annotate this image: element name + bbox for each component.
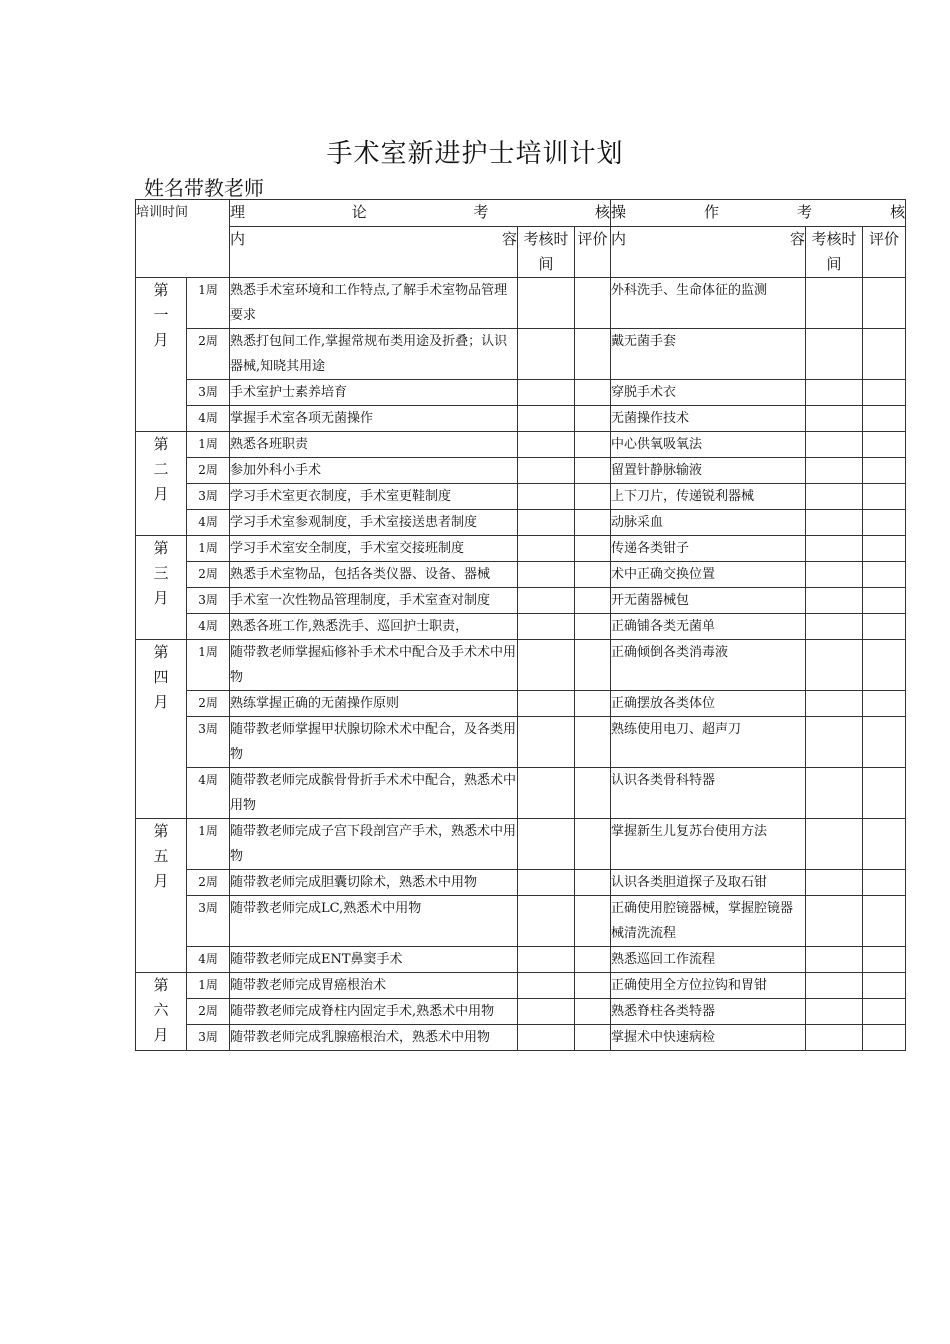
week-label: 4周 xyxy=(187,510,230,536)
theory-exam-time xyxy=(518,999,575,1025)
theory-content: 熟悉各班工作,熟悉洗手、巡回护士职责， xyxy=(230,614,518,640)
week-label: 1周 xyxy=(187,973,230,999)
theory-exam-time xyxy=(518,380,575,406)
theory-exam-time xyxy=(518,870,575,896)
theory-evaluation xyxy=(575,329,611,380)
operation-evaluation xyxy=(863,640,906,691)
theory-exam-time xyxy=(518,406,575,432)
operation-exam-time xyxy=(806,640,863,691)
operation-exam-time xyxy=(806,329,863,380)
theory-exam-time xyxy=(518,278,575,329)
theory-exam-time xyxy=(518,562,575,588)
month-label-text: 第三月 xyxy=(153,539,169,607)
theory-evaluation xyxy=(575,870,611,896)
table-row xyxy=(136,819,906,870)
theory-evaluation xyxy=(575,947,611,973)
operation-content: 熟练使用电刀、超声刀 xyxy=(611,717,806,768)
theory-content: 随带教老师完成胃癌根治术 xyxy=(230,973,518,999)
operation-evaluation xyxy=(863,973,906,999)
operation-content: 熟悉脊柱各类特器 xyxy=(611,999,806,1025)
table-row xyxy=(136,640,906,691)
week-label: 4周 xyxy=(187,947,230,973)
operation-content: 穿脱手术衣 xyxy=(611,380,806,406)
operation-evaluation xyxy=(863,1025,906,1051)
operation-content: 无菌操作技术 xyxy=(611,406,806,432)
table-row xyxy=(136,768,906,819)
operation-exam-time xyxy=(806,458,863,484)
week-label: 2周 xyxy=(187,999,230,1025)
theory-exam-time xyxy=(518,458,575,484)
operation-content: 认识各类胆道探子及取石钳 xyxy=(611,870,806,896)
table-row xyxy=(136,691,906,717)
table-row xyxy=(136,278,906,329)
operation-content: 戴无菌手套 xyxy=(611,329,806,380)
operation-content: 上下刀片，传递锐利器械 xyxy=(611,484,806,510)
operation-content: 正确铺各类无菌单 xyxy=(611,614,806,640)
theory-exam-time xyxy=(518,329,575,380)
week-label: 3周 xyxy=(187,484,230,510)
week-label: 1周 xyxy=(187,640,230,691)
operation-exam-time xyxy=(806,947,863,973)
table-row xyxy=(136,717,906,768)
theory-content: 随带教老师完成乳腺癌根治术，熟悉术中用物 xyxy=(230,1025,518,1051)
header-row-top xyxy=(136,200,906,227)
table-row xyxy=(136,870,906,896)
week-label: 2周 xyxy=(187,562,230,588)
table-row xyxy=(136,614,906,640)
operation-content: 正确摆放各类体位 xyxy=(611,691,806,717)
table-row xyxy=(136,999,906,1025)
operation-evaluation xyxy=(863,406,906,432)
week-label: 4周 xyxy=(187,614,230,640)
month-label xyxy=(136,536,187,640)
operation-content: 正确使用全方位拉钩和胃钳 xyxy=(611,973,806,999)
table-row xyxy=(136,484,906,510)
operation-exam-time xyxy=(806,278,863,329)
theory-exam-time xyxy=(518,536,575,562)
theory-content: 熟悉手术室物品，包括各类仪器、设备、器械 xyxy=(230,562,518,588)
theory-exam-time xyxy=(518,947,575,973)
operation-evaluation xyxy=(863,870,906,896)
month-label-text: 第一月 xyxy=(153,281,169,349)
operation-exam-time xyxy=(806,614,863,640)
operation-evaluation xyxy=(863,691,906,717)
operation-evaluation xyxy=(863,278,906,329)
operation-evaluation xyxy=(863,432,906,458)
operation-exam-time xyxy=(806,484,863,510)
theory-exam-time xyxy=(518,717,575,768)
operation-evaluation xyxy=(863,484,906,510)
table-row xyxy=(136,380,906,406)
operation-content: 掌握术中快速病检 xyxy=(611,1025,806,1051)
table-row xyxy=(136,536,906,562)
operation-evaluation xyxy=(863,768,906,819)
operation-content: 动脉采血 xyxy=(611,510,806,536)
theory-evaluation xyxy=(575,691,611,717)
operation-exam-time xyxy=(806,896,863,947)
plan-body xyxy=(136,278,906,1051)
week-label: 1周 xyxy=(187,432,230,458)
operation-evaluation xyxy=(863,510,906,536)
theory-evaluation xyxy=(575,380,611,406)
operation-content: 留置针静脉输液 xyxy=(611,458,806,484)
week-label: 3周 xyxy=(187,896,230,947)
operation-exam-time xyxy=(806,562,863,588)
theory-evaluation xyxy=(575,458,611,484)
operation-content: 开无菌器械包 xyxy=(611,588,806,614)
operation-evaluation xyxy=(863,999,906,1025)
table-row xyxy=(136,329,906,380)
theory-evaluation-header: 评价 xyxy=(575,227,611,278)
operation-evaluation xyxy=(863,329,906,380)
operation-exam-time xyxy=(806,691,863,717)
operation-evaluation xyxy=(863,717,906,768)
operation-content: 认识各类骨科特器 xyxy=(611,768,806,819)
operation-exam-time xyxy=(806,819,863,870)
table-row xyxy=(136,510,906,536)
operation-exam-time xyxy=(806,536,863,562)
theory-exam-header: 理论考核 xyxy=(230,200,611,227)
theory-content: 随带教老师完成脊柱内固定手术,熟悉术中用物 xyxy=(230,999,518,1025)
theory-evaluation xyxy=(575,484,611,510)
theory-evaluation xyxy=(575,278,611,329)
month-label-text: 第六月 xyxy=(153,976,169,1044)
theory-evaluation xyxy=(575,510,611,536)
week-label: 4周 xyxy=(187,406,230,432)
week-label: 1周 xyxy=(187,278,230,329)
theory-evaluation xyxy=(575,1025,611,1051)
operation-exam-time xyxy=(806,1025,863,1051)
theory-exam-time xyxy=(518,973,575,999)
theory-content: 手术室护士素养培育 xyxy=(230,380,518,406)
theory-evaluation xyxy=(575,614,611,640)
theory-content: 随带教老师完成髌骨骨折手术术中配合，熟悉术中用物 xyxy=(230,768,518,819)
operation-evaluation-header: 评价 xyxy=(863,227,906,278)
theory-content-header: 内容 xyxy=(230,227,518,278)
theory-exam-time xyxy=(518,588,575,614)
week-label: 2周 xyxy=(187,329,230,380)
table-row xyxy=(136,973,906,999)
operation-evaluation xyxy=(863,614,906,640)
training-time-header: 培训时间 xyxy=(136,200,230,278)
operation-exam-time xyxy=(806,432,863,458)
theory-content: 掌握手术室各项无菌操作 xyxy=(230,406,518,432)
operation-exam-time xyxy=(806,870,863,896)
operation-content: 正确使用腔镜器械，掌握腔镜器械清洗流程 xyxy=(611,896,806,947)
operation-content-header: 内容 xyxy=(611,227,806,278)
operation-evaluation xyxy=(863,819,906,870)
theory-evaluation xyxy=(575,406,611,432)
theory-exam-time xyxy=(518,484,575,510)
operation-exam-time xyxy=(806,973,863,999)
table-row xyxy=(136,458,906,484)
week-label: 3周 xyxy=(187,717,230,768)
theory-evaluation xyxy=(575,999,611,1025)
theory-exam-time xyxy=(518,896,575,947)
theory-exam-time xyxy=(518,614,575,640)
week-label: 2周 xyxy=(187,870,230,896)
operation-content: 熟悉巡回工作流程 xyxy=(611,947,806,973)
month-label xyxy=(136,278,187,432)
operation-content: 外科洗手、生命体征的监测 xyxy=(611,278,806,329)
table-row xyxy=(136,562,906,588)
operation-evaluation xyxy=(863,896,906,947)
operation-evaluation xyxy=(863,536,906,562)
theory-content: 熟悉各班职责 xyxy=(230,432,518,458)
week-label: 4周 xyxy=(187,768,230,819)
operation-content: 中心供氧吸氧法 xyxy=(611,432,806,458)
month-label-text: 第二月 xyxy=(153,435,169,503)
theory-content: 随带教老师完成LC,熟悉术中用物 xyxy=(230,896,518,947)
month-label xyxy=(136,432,187,536)
operation-exam-time xyxy=(806,999,863,1025)
theory-exam-time xyxy=(518,768,575,819)
month-label-text: 第五月 xyxy=(153,822,169,890)
theory-exam-time xyxy=(518,691,575,717)
operation-evaluation xyxy=(863,588,906,614)
operation-exam-time xyxy=(806,406,863,432)
week-label: 1周 xyxy=(187,819,230,870)
theory-content: 随带教老师完成ENT鼻窦手术 xyxy=(230,947,518,973)
operation-exam-time xyxy=(806,588,863,614)
table-row xyxy=(136,588,906,614)
theory-content: 学习手术室更衣制度，手术室更鞋制度 xyxy=(230,484,518,510)
operation-exam-time xyxy=(806,717,863,768)
theory-content: 熟悉手术室环境和工作特点,了解手术室物品管理要求 xyxy=(230,278,518,329)
theory-content: 学习手术室参观制度，手术室接送患者制度 xyxy=(230,510,518,536)
theory-exam-time xyxy=(518,819,575,870)
week-label: 3周 xyxy=(187,588,230,614)
operation-exam-time xyxy=(806,768,863,819)
operation-content: 正确倾倒各类消毒液 xyxy=(611,640,806,691)
table-row xyxy=(136,1025,906,1051)
theory-evaluation xyxy=(575,588,611,614)
operation-evaluation xyxy=(863,947,906,973)
theory-exam-time xyxy=(518,510,575,536)
name-teacher-line: 姓名带教老师 xyxy=(144,176,264,200)
operation-exam-header: 操作考核 xyxy=(611,200,906,227)
theory-exam-time-header: 考核时间 xyxy=(518,227,575,278)
month-label xyxy=(136,973,187,1051)
month-label xyxy=(136,640,187,819)
theory-content: 参加外科小手术 xyxy=(230,458,518,484)
theory-evaluation xyxy=(575,536,611,562)
operation-evaluation xyxy=(863,458,906,484)
theory-exam-time xyxy=(518,432,575,458)
theory-content: 学习手术室安全制度，手术室交接班制度 xyxy=(230,536,518,562)
theory-evaluation xyxy=(575,640,611,691)
theory-evaluation xyxy=(575,768,611,819)
table-row xyxy=(136,406,906,432)
theory-content: 熟悉打包间工作,掌握常规布类用途及折叠；认识器械,知晓其用途 xyxy=(230,329,518,380)
month-label-text: 第四月 xyxy=(153,643,169,711)
operation-content: 术中正确交换位置 xyxy=(611,562,806,588)
theory-evaluation xyxy=(575,896,611,947)
theory-exam-time xyxy=(518,1025,575,1051)
theory-content: 随带教老师掌握甲状腺切除术术中配合，及各类用物 xyxy=(230,717,518,768)
theory-content: 随带教老师完成胆囊切除术，熟悉术中用物 xyxy=(230,870,518,896)
theory-content: 随带教老师掌握疝修补手术术中配合及手术术中用物 xyxy=(230,640,518,691)
operation-exam-time-header: 考核时间 xyxy=(806,227,863,278)
theory-evaluation xyxy=(575,973,611,999)
operation-content: 掌握新生儿复苏台使用方法 xyxy=(611,819,806,870)
operation-exam-time xyxy=(806,380,863,406)
week-label: 1周 xyxy=(187,536,230,562)
header-row-sub xyxy=(136,227,906,278)
operation-evaluation xyxy=(863,380,906,406)
operation-exam-time xyxy=(806,510,863,536)
table-row xyxy=(136,896,906,947)
week-label: 3周 xyxy=(187,380,230,406)
week-label: 3周 xyxy=(187,1025,230,1051)
week-label: 2周 xyxy=(187,691,230,717)
table-row xyxy=(136,432,906,458)
week-label: 2周 xyxy=(187,458,230,484)
theory-content: 熟练掌握正确的无菌操作原则 xyxy=(230,691,518,717)
theory-content: 手术室一次性物品管理制度，手术室查对制度 xyxy=(230,588,518,614)
theory-evaluation xyxy=(575,717,611,768)
theory-evaluation xyxy=(575,819,611,870)
operation-evaluation xyxy=(863,562,906,588)
training-plan-table xyxy=(135,199,906,1051)
operation-content: 传递各类钳子 xyxy=(611,536,806,562)
theory-evaluation xyxy=(575,432,611,458)
theory-evaluation xyxy=(575,562,611,588)
page-title: 手术室新进护士培训计划 xyxy=(326,139,624,169)
theory-content: 随带教老师完成子宫下段剖宫产手术，熟悉术中用物 xyxy=(230,819,518,870)
table-row xyxy=(136,947,906,973)
month-label xyxy=(136,819,187,973)
theory-exam-time xyxy=(518,640,575,691)
